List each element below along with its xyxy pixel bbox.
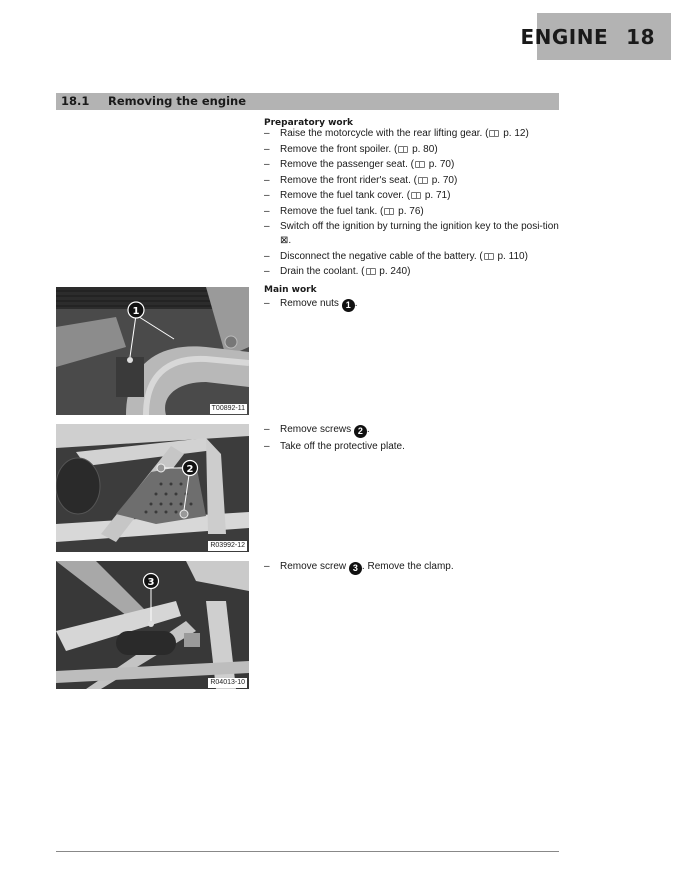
preparatory-heading: Preparatory work	[264, 118, 354, 128]
photo-callout-3: 3	[147, 577, 155, 588]
preparatory-steps	[264, 127, 559, 281]
main-step: – Remove screw 3 . Remove the clamp.	[264, 560, 559, 575]
manual-icon	[415, 161, 425, 168]
manual-icon	[384, 208, 394, 215]
prep-step: – Remove the passenger seat. ( p. 70)	[264, 158, 559, 172]
photo-illustration-2	[56, 424, 249, 552]
photo-protective-plate	[56, 424, 249, 552]
main-step: – Take off the protective plate.	[264, 440, 559, 454]
prep-step: – Remove the front spoiler. ( p. 80)	[264, 143, 559, 157]
chapter-tab	[520, 13, 671, 60]
chapter-title: ENGINE	[520, 24, 609, 49]
manual-icon	[398, 146, 408, 153]
main-steps-plate	[264, 423, 559, 455]
callout-1: 1	[342, 299, 355, 312]
manual-icon	[366, 268, 376, 275]
section-title: Removing the engine	[108, 94, 247, 108]
callout-3: 3	[349, 562, 362, 575]
section-number: 18.1	[61, 94, 90, 108]
prep-step: – Remove the fuel tank. ( p. 76)	[264, 205, 559, 219]
photo-clamp	[56, 561, 249, 689]
manual-icon	[484, 253, 494, 260]
main-step-nuts	[264, 297, 559, 314]
prep-step: – Drain the coolant. ( p. 240)	[264, 265, 559, 279]
manual-icon	[418, 177, 428, 184]
prep-step: – Disconnect the negative cable of the battery. ( p. 110)	[264, 250, 559, 264]
photo-illustration-1	[56, 287, 249, 415]
main-step: – Remove nuts 1 .	[264, 297, 559, 312]
manual-icon	[489, 130, 499, 137]
section-header	[56, 93, 559, 110]
prep-step: – Remove the fuel tank cover. ( p. 71)	[264, 189, 559, 203]
photo-illustration-3	[56, 561, 249, 689]
footer-rule	[56, 851, 559, 852]
figure-id: R04013-10	[210, 679, 245, 686]
prep-step: – Raise the motorcycle with the rear lifting gear. ( p. 12)	[264, 127, 559, 141]
main-heading: Main work	[264, 285, 317, 295]
prep-step: – Switch off the ignition by turning the ignition key to the posi-tion ⊠.	[264, 220, 559, 248]
prep-step: – Remove the front rider's seat. ( p. 70)	[264, 174, 559, 188]
manual-icon	[411, 192, 421, 199]
photo-callout-1: 1	[132, 306, 140, 317]
figure-id: T00892-11	[211, 405, 245, 412]
main-step-clamp	[264, 560, 559, 577]
figure-id: R03992-12	[210, 542, 245, 549]
chapter-number: 18	[626, 24, 655, 49]
callout-2: 2	[354, 425, 367, 438]
main-step: – Remove screws 2 .	[264, 423, 559, 438]
photo-radiator-nuts	[56, 287, 249, 415]
photo-callout-2: 2	[186, 464, 194, 475]
